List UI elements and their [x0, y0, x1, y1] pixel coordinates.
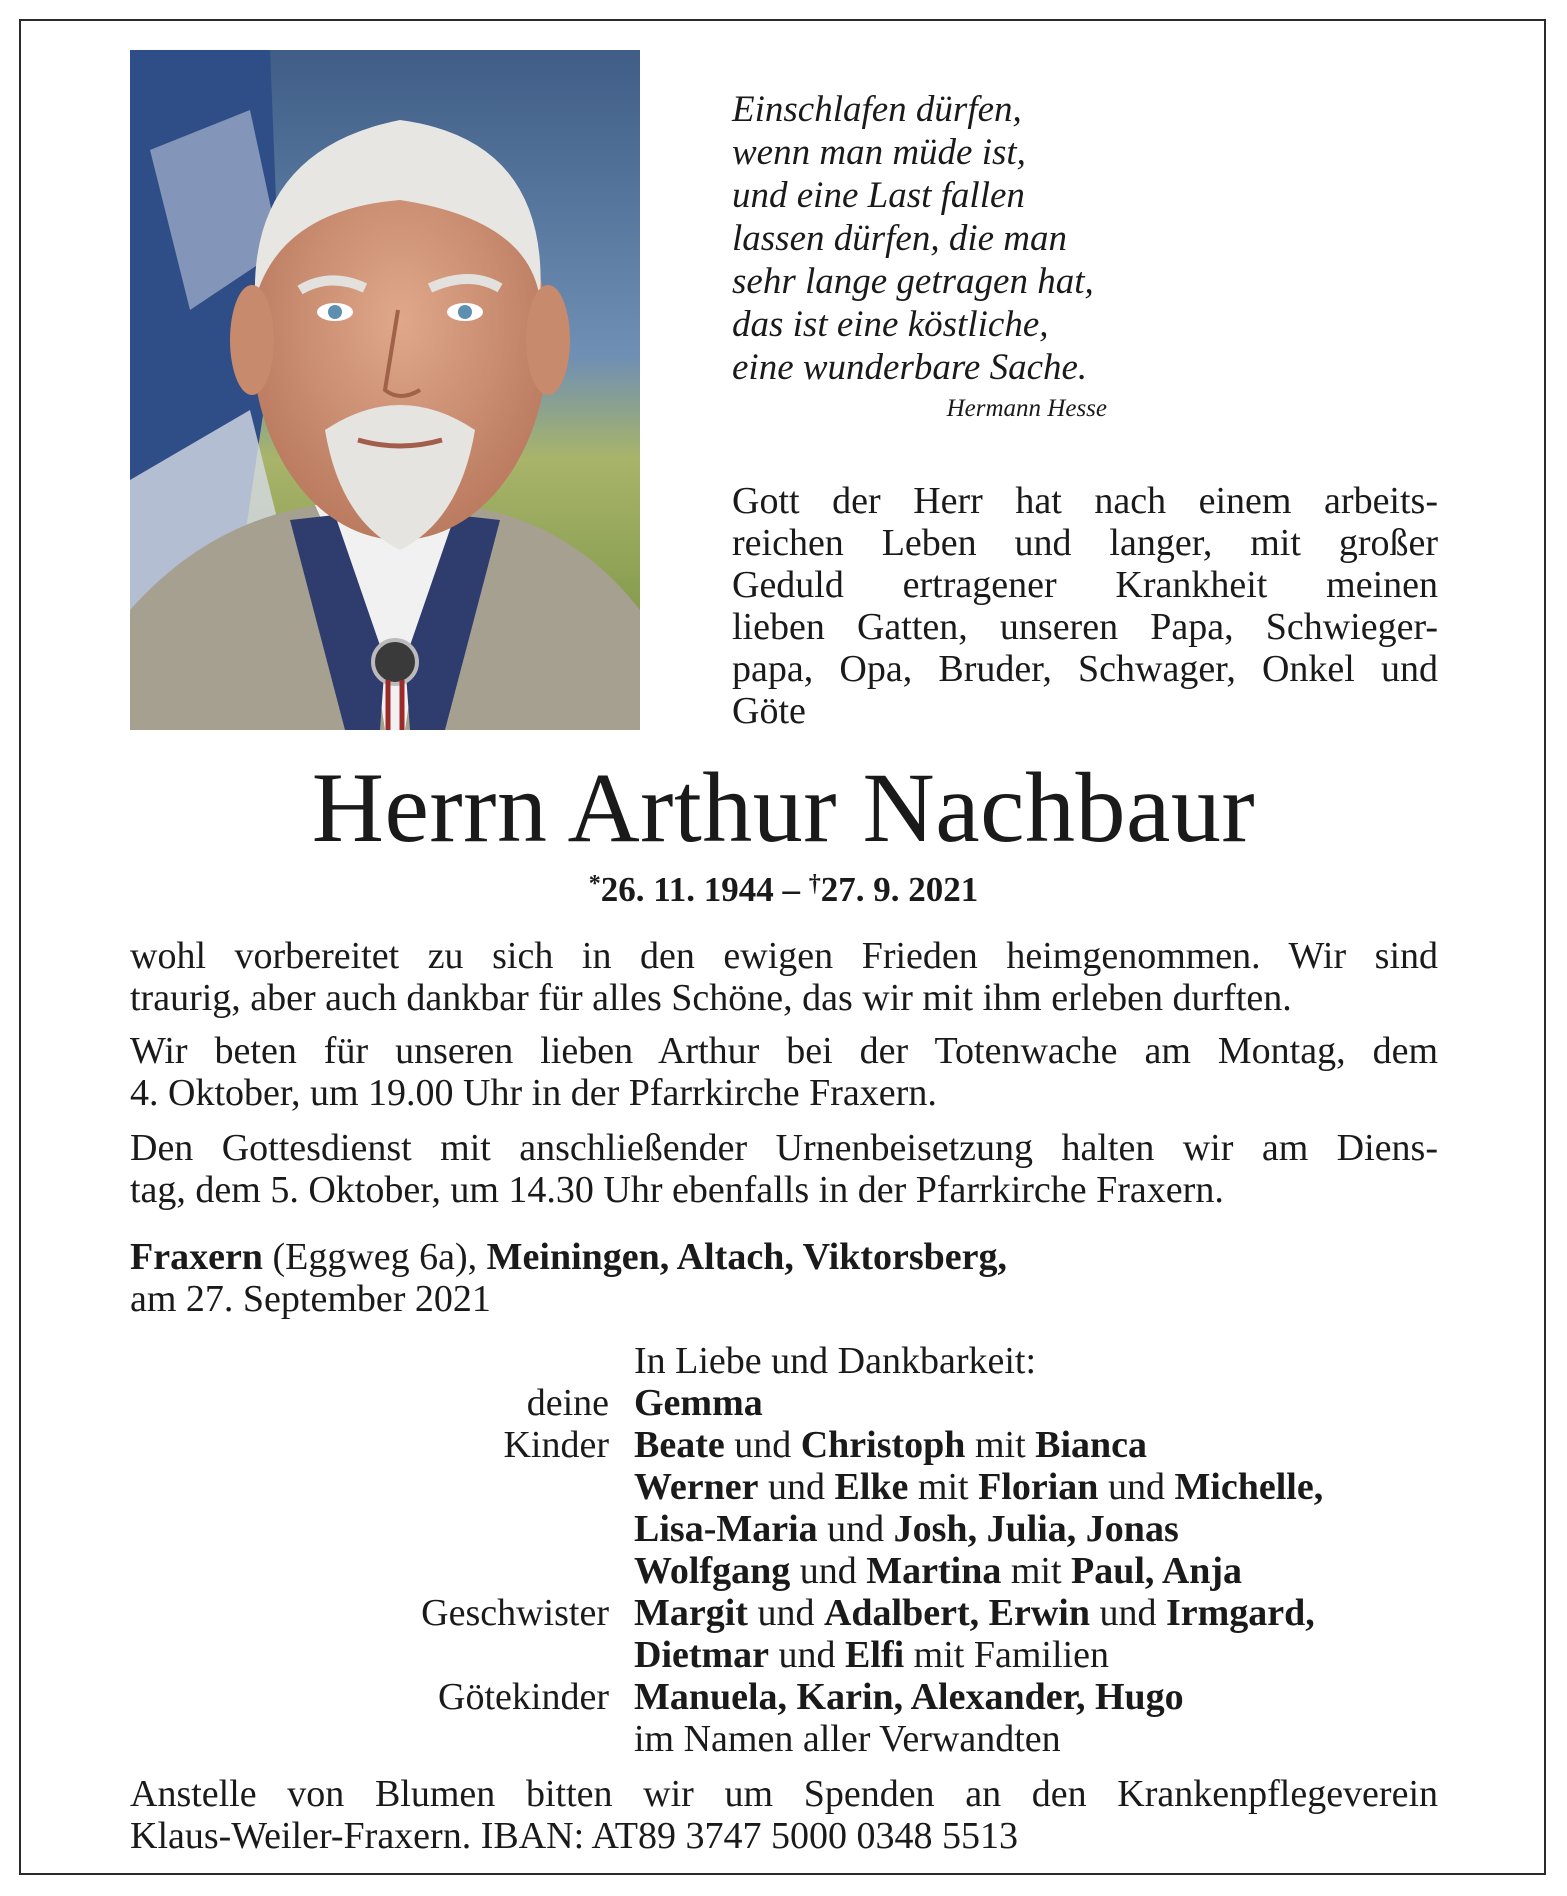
poem-line: Einschlafen dürfen,: [732, 89, 1022, 130]
portrait-photo: [130, 50, 640, 730]
birth-symbol: *: [588, 871, 601, 897]
place-town: Fraxern: [130, 1236, 263, 1278]
footer-line: Klaus-Weiler-Fraxern. IBAN: AT89 3747 5000 0348 5513: [130, 1815, 1018, 1857]
poem-author: Hermann Hesse: [946, 395, 1107, 422]
family-label: Kinder: [503, 1424, 609, 1466]
paragraph-line: tag, dem 5. Oktober, um 14.30 Uhr ebenfalls in der Pfarrkirche Fraxern.: [130, 1169, 1224, 1211]
intro-line: reichen Leben und langer, mit großer: [732, 522, 1438, 564]
date-separator: –: [782, 870, 801, 909]
poem-line: und eine Last fallen: [732, 175, 1025, 216]
life-dates: [0, 870, 1567, 910]
family-heading: In Liebe und Dankbarkeit:: [634, 1340, 1037, 1382]
goetekinder-names: Manuela, Karin, Alexander, Hugo: [634, 1676, 1184, 1718]
family-list: [0, 1340, 1567, 1760]
intro-text: [732, 480, 1438, 732]
family-label: Götekinder: [438, 1676, 609, 1718]
poem-line: lassen dürfen, die man: [732, 218, 1068, 259]
deceased-name: Herrn Arthur Nachbaur: [311, 752, 1256, 863]
family-label: deine: [526, 1382, 609, 1424]
birth-date: 26. 11. 1944: [600, 870, 774, 909]
family-label: Geschwister: [421, 1592, 609, 1634]
poem: [732, 88, 1112, 389]
paragraph-wake: [130, 1030, 1438, 1114]
portrait-image: [130, 50, 640, 730]
poem-line: wenn man müde ist,: [732, 132, 1026, 173]
footer-line: Anstelle von Blumen bitten wir um Spenden an den Krankenpflegeverein: [130, 1773, 1438, 1815]
paragraph-line: Den Gottesdienst mit anschließender Urnenbeisetzung halten wir am Diens-: [130, 1127, 1438, 1169]
family-line: Lisa-Maria und Josh, Julia, Jonas: [634, 1508, 1179, 1550]
family-line: Werner und Elke mit Florian und Michelle,: [634, 1466, 1324, 1508]
place-address: (Eggweg 6a),: [272, 1236, 478, 1278]
intro-line: Gott der Herr hat nach einem arbeits-: [732, 480, 1438, 522]
poem-line: das ist eine köstliche,: [732, 304, 1049, 345]
donation-note: [130, 1773, 1438, 1857]
poem-line: eine wunderbare Sache.: [732, 347, 1088, 388]
death-symbol: †: [808, 871, 821, 897]
place-date: am 27. September 2021: [130, 1278, 491, 1320]
place-others: Meiningen, Altach, Viktorsberg,: [486, 1236, 1008, 1278]
paragraph-line: Wir beten für unseren lieben Arthur bei der Totenwache am Montag, dem: [130, 1030, 1438, 1072]
paragraph-announcement: [130, 935, 1438, 1019]
intro-line: Göte: [732, 690, 806, 732]
poem-line: sehr lange getragen hat,: [732, 261, 1094, 302]
paragraph-line: traurig, aber auch dankbar für alles Schöne, das wir mit ihm erleben durften.: [130, 977, 1292, 1019]
intro-line: lieben Gatten, unseren Papa, Schwieger-: [732, 606, 1438, 648]
intro-line: Geduld ertragener Krankheit meinen: [732, 564, 1438, 606]
family-closing: im Namen aller Verwandten: [634, 1718, 1061, 1760]
place-and-date: [130, 1236, 1007, 1320]
intro-line: papa, Opa, Bruder, Schwager, Onkel und: [732, 648, 1438, 690]
paragraph-line: 4. Oktober, um 19.00 Uhr in der Pfarrkirche Fraxern.: [130, 1072, 937, 1114]
family-line: Beate und Christoph mit Bianca: [634, 1424, 1148, 1466]
family-line: Dietmar und Elfi mit Familien: [634, 1634, 1109, 1676]
spouse-name: Gemma: [634, 1382, 763, 1424]
paragraph-line: wohl vorbereitet zu sich in den ewigen Frieden heimgenommen. Wir sind: [130, 935, 1438, 977]
family-line: Margit und Adalbert, Erwin und Irmgard,: [634, 1592, 1315, 1634]
death-date: 27. 9. 2021: [820, 870, 979, 909]
family-line: Wolfgang und Martina mit Paul, Anja: [634, 1550, 1243, 1592]
paragraph-service: [130, 1127, 1438, 1211]
